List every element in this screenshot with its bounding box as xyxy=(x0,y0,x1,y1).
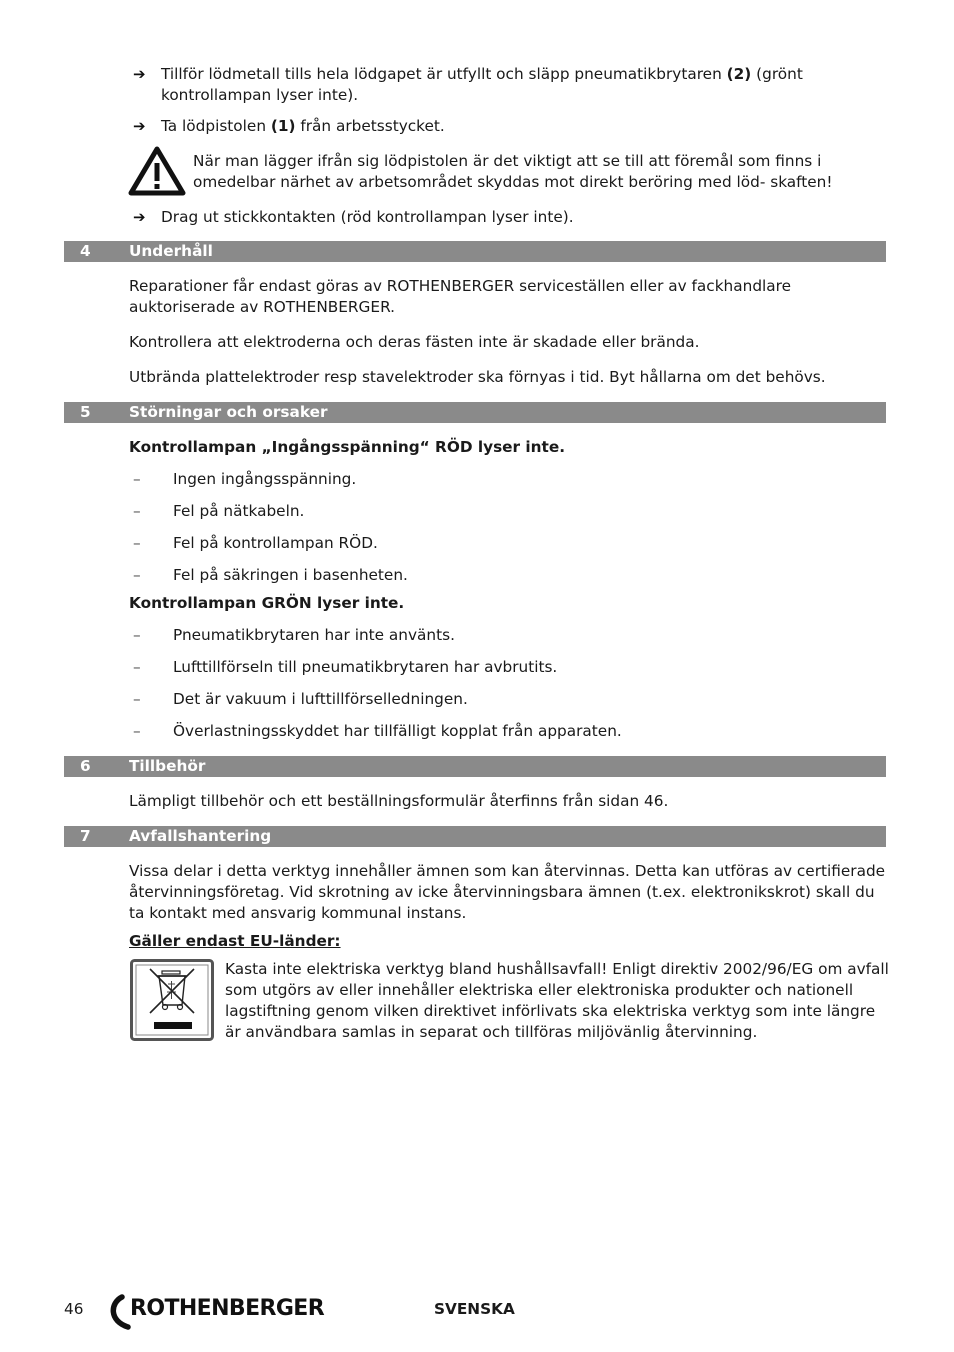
dash-bullet: – xyxy=(133,502,141,520)
fault-heading-green: Kontrollampan GRÖN lyser inte. xyxy=(129,594,405,612)
arrow-right-icon: ➔ xyxy=(133,208,146,226)
page-number: 46 xyxy=(64,1300,84,1318)
section-number: 4 xyxy=(80,242,91,260)
dash-bullet: – xyxy=(133,566,141,584)
instruction-step-3: Drag ut stickkontakten (röd kontrollampan lyser inte). xyxy=(161,208,574,226)
dash-bullet: – xyxy=(133,658,141,676)
crossed-out-wheelie-bin-icon xyxy=(130,959,214,1041)
section-title: Avfallshantering xyxy=(129,827,272,845)
eu-heading: Gäller endast EU-länder: xyxy=(129,932,341,950)
section-number: 6 xyxy=(80,757,91,775)
section-header-disposal xyxy=(64,826,886,847)
brand-logo xyxy=(106,1293,351,1333)
dash-bullet: – xyxy=(133,722,141,740)
warning-triangle-icon xyxy=(128,146,186,196)
weee-text: Kasta inte elektriska verktyg bland hushållsavfall! Enligt direktiv 2002/96/EG om avfall som utgörs av eller innehåller elektriska eller elektroniska produkter och nationell lagstiftning genom vilken direktivet införlivats ska elektriska verktyg som inte längre är användbara samlas in separat och tillföras miljövänlig återvinning. xyxy=(225,960,889,1041)
instruction-step-2: Ta lödpistolen (1) från arbetsstycket. xyxy=(161,117,445,135)
dash-bullet: – xyxy=(133,470,141,488)
paragraph: Lämpligt tillbehör och ett beställningsformulär återfinns från sidan 46. xyxy=(129,792,669,810)
section-header-accessories xyxy=(64,756,886,777)
section-header-troubleshooting xyxy=(64,402,886,423)
language-label: SVENSKA xyxy=(434,1300,515,1318)
instruction-step-1: Tillför lödmetall tills hela lödgapet är utfyllt och släpp pneumatikbrytaren (2) (grönt kontrollampan lyser inte). xyxy=(161,65,803,104)
dash-bullet: – xyxy=(133,690,141,708)
section-number: 5 xyxy=(80,403,91,421)
paragraph: Vissa delar i detta verktyg innehåller ämnen som kan återvinnas. Detta kan utföras av certifierade återvinningsföretag. Vid skrotning av icke återvinningsbara ämnen (t.ex. elektronikskrot) skall du ta kontakt med ansvarig kommunal instans. xyxy=(129,862,886,922)
dash-bullet: – xyxy=(133,626,141,644)
section-title: Underhåll xyxy=(129,242,213,260)
paragraph: Kontrollera att elektroderna och deras fästen inte är skadade eller brända. xyxy=(129,333,700,351)
arrow-right-icon: ➔ xyxy=(133,65,146,83)
section-number: 7 xyxy=(80,827,91,845)
brand-name: ROTHENBERGER xyxy=(130,1296,325,1321)
logo-swoosh-icon xyxy=(106,1293,132,1331)
section-title: Störningar och orsaker xyxy=(129,403,328,421)
section-title: Tillbehör xyxy=(129,757,206,775)
warning-text: När man lägger ifrån sig lödpistolen är det viktigt att se till att föremål som finns i omedelbar närhet av arbetsområdet skyddas mot direkt beröring med löd- skaften! xyxy=(193,152,833,191)
fault-heading-red: Kontrollampan „Ingångsspänning“ RÖD lyser inte. xyxy=(129,438,566,456)
paragraph: Utbrända plattelektroder resp stavelektroder ska förnyas i tid. Byt hållarna om det behövs. xyxy=(129,368,826,386)
dash-bullet: – xyxy=(133,534,141,552)
section-header-maintenance xyxy=(64,241,886,262)
arrow-right-icon: ➔ xyxy=(133,117,146,135)
paragraph: Reparationer får endast göras av ROTHENBERGER serviceställen eller av fackhandlare auktoriserade av ROTHENBERGER. xyxy=(129,277,792,316)
